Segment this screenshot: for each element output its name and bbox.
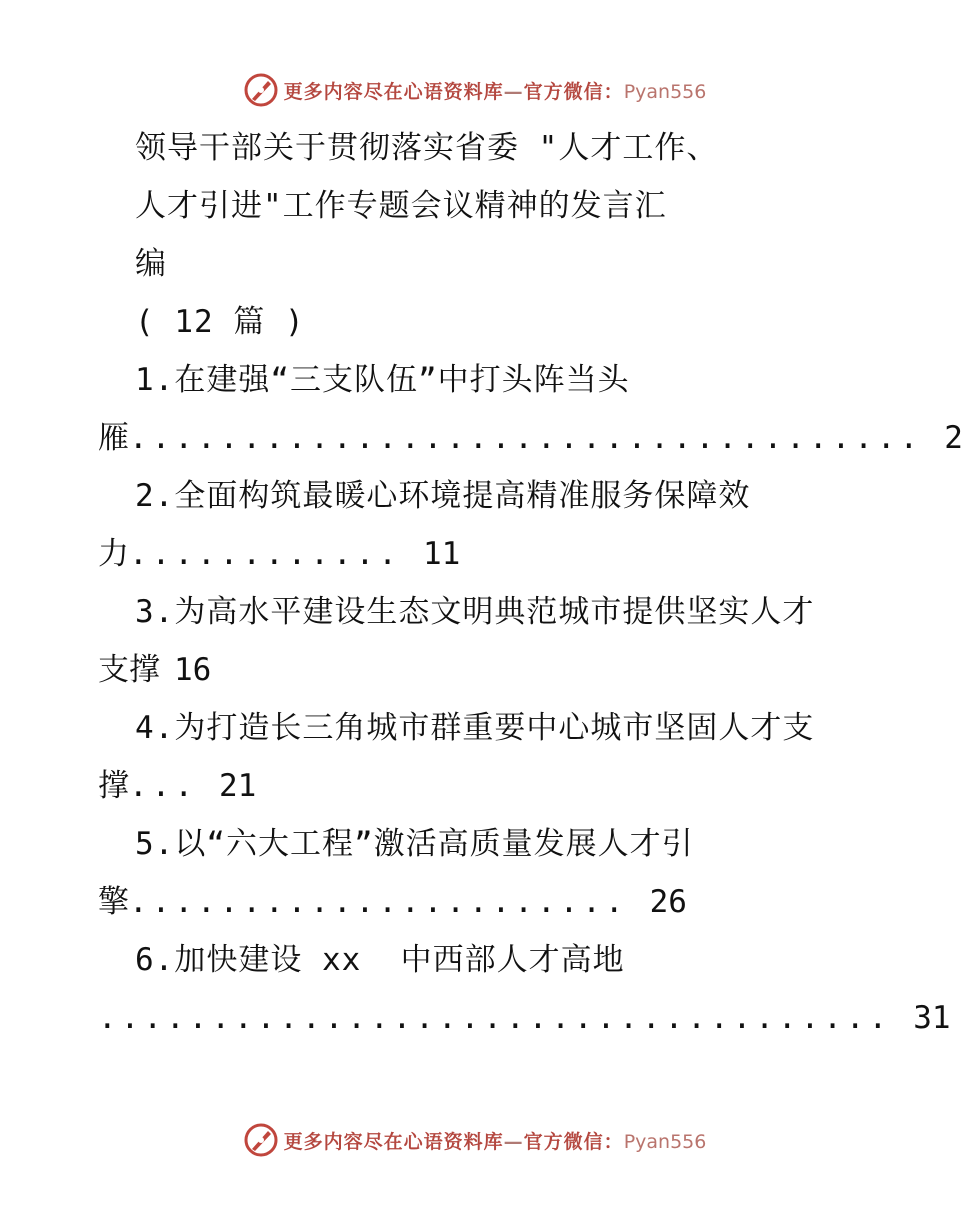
footer-watermark <box>0 1120 950 1160</box>
toc-item-3-title-cont: 支撑 <box>98 652 160 688</box>
watermark-wechat-id: Pyan556 <box>623 1130 707 1153</box>
toc-item-6-title: 6.加快建设 xx 中西部人才高地 <box>135 942 625 978</box>
toc-item-4-title: 4.为打造长三角城市群重要中心城市坚固人才支 <box>135 710 815 746</box>
toc-item-2-leader <box>98 534 460 574</box>
watermark-separator: — <box>503 80 524 103</box>
watermark-separator: — <box>503 1130 524 1153</box>
toc-item-5-title: 5.以“六大工程”激活高质量发展人才引 <box>135 826 694 862</box>
watermark-site-name: 更多内容尽在心语资料库 <box>283 80 504 103</box>
toc-item-4-leader <box>98 766 256 806</box>
toc-item-1-page: 2 <box>944 420 963 456</box>
title-line-1: 领导干部关于贯彻落实省委 "人才工作、 <box>135 130 719 166</box>
watermark-wechat-id: Pyan556 <box>623 80 707 103</box>
toc-item-4-title-cont: 撑 <box>98 768 129 804</box>
toc-item-4-page: 21 <box>219 768 257 804</box>
toc-item-1-title: 1.在建强“三支队伍”中打头阵当头 <box>135 362 630 398</box>
toc-item-2-page: 11 <box>422 536 461 572</box>
watermark-text <box>284 1127 707 1154</box>
watermark-official-label: 官方微信： <box>523 1130 624 1153</box>
toc-item-1-leader <box>98 418 963 458</box>
watermark-site-name: 更多内容尽在心语资料库 <box>283 1130 504 1153</box>
toc-item-5-page: 26 <box>649 884 687 920</box>
article-count: ( 12 篇 ) <box>135 304 305 340</box>
toc-item-2-title-cont: 力 <box>98 536 129 572</box>
toc-item-3-title: 3.为高水平建设生态文明典范城市提供坚实人才 <box>135 594 815 630</box>
toc-item-5-dots: ...................... <box>129 884 628 920</box>
toc-item-6-dots: ................................... <box>98 1000 892 1036</box>
watermark-official-label: 官方微信： <box>523 80 624 103</box>
toc-item-4-dots: ... <box>129 768 197 804</box>
toc-item-2-dots: ............ <box>129 536 401 572</box>
toc-item-2-title: 2.全面构筑最暖心环境提高精准服务保障效 <box>135 478 751 514</box>
toc-item-3-leader <box>98 650 211 690</box>
toc-item-6-page: 31 <box>913 1000 951 1036</box>
quill-pen-logo-icon <box>244 1123 278 1157</box>
toc-item-3-page: 16 <box>174 652 212 688</box>
title-line-3: 编 <box>135 246 167 282</box>
toc-item-1-title-cont: 雁 <box>98 420 129 456</box>
title-line-2: 人才引进"工作专题会议精神的发言汇 <box>135 188 667 224</box>
toc-item-1-dots: ................................... <box>129 420 923 456</box>
toc-item-5-leader <box>98 882 687 922</box>
toc-item-5-title-cont: 擎 <box>98 884 129 920</box>
toc-item-6-leader <box>98 998 951 1038</box>
